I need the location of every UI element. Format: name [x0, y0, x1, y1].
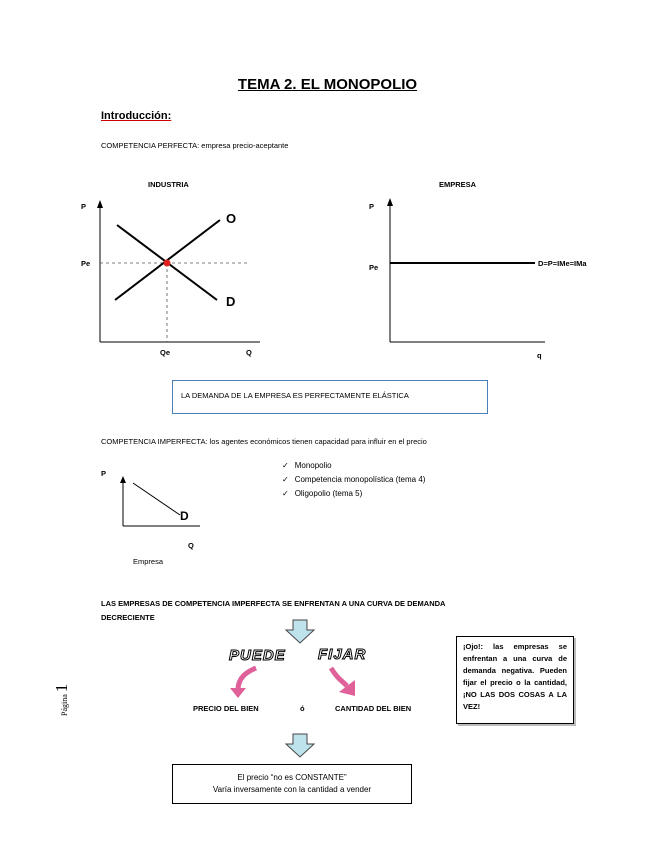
wordart-fijar: FIJAR	[318, 646, 367, 663]
list-item: ✓ Competencia monopolística (tema 4)	[282, 473, 425, 487]
page-number	[52, 676, 76, 716]
list-item: ✓ Monopolio	[282, 459, 425, 473]
option-price: PRECIO DEL BIEN	[193, 704, 259, 713]
intro-heading: Introducción:	[101, 110, 172, 122]
page-number-value: 1	[52, 683, 71, 693]
empresa-graph	[380, 190, 550, 360]
down-arrow-icon	[285, 619, 315, 645]
down-arrow-icon	[285, 733, 315, 759]
empresa-pe-label: Pe	[369, 263, 379, 272]
y-axis-arrow	[120, 476, 126, 483]
imperfect-competition-label: COMPETENCIA IMPERFECTA: los agentes económicos tienen capacidad para influir en el precio	[101, 437, 427, 446]
decreasing-demand-curve	[133, 483, 180, 515]
option-quantity: CANTIDAD DEL BIEN	[335, 704, 412, 713]
equilibrium-point	[164, 260, 171, 267]
empresa-title: EMPRESA	[439, 180, 477, 189]
page-label: Página	[60, 694, 69, 716]
demand-label: D	[226, 294, 236, 309]
supply-label: O	[226, 211, 237, 226]
wordart-puede: PUEDE	[229, 647, 286, 664]
imperfect-graph-caption: Empresa	[133, 557, 164, 566]
imperfect-types-list	[282, 459, 425, 501]
imperfect-demand-label: D	[180, 509, 189, 523]
industria-qe-label: Qe	[160, 348, 171, 357]
curved-arrow-right-icon	[325, 664, 361, 700]
industria-x-label: Q	[246, 348, 252, 357]
option-or: ó	[300, 704, 305, 713]
industria-title: INDUSTRIA	[148, 180, 189, 189]
industria-pe-label: Pe	[81, 259, 91, 268]
warning-note-box: ¡Ojo!: las empresas se enfrentan a una curva de demanda negativa. Pueden fijar el precio o la cantidad, ¡NO LAS DOS COSAS A LA VEZ!	[456, 636, 574, 724]
empresa-x-label: q	[537, 351, 542, 360]
statement-line-2: DECRECIENTE	[101, 613, 155, 622]
list-item: ✓ Oligopolio (tema 5)	[282, 487, 425, 501]
elastic-demand-box: LA DEMANDA DE LA EMPRESA ES PERFECTAMENTE ELÁSTICA	[172, 380, 488, 414]
price-conclusion-box	[172, 764, 412, 804]
empresa-y-label: P	[369, 202, 375, 211]
imperfect-graph	[100, 468, 210, 543]
perfect-competition-label: COMPETENCIA PERFECTA: empresa precio-aceptante	[101, 141, 289, 150]
y-axis-arrow	[387, 198, 393, 206]
conclusion-line-1: El precio “no es CONSTANTE”	[237, 773, 347, 782]
empresa-curve-label: D=P=IMe=IMa	[538, 259, 587, 268]
page-title: TEMA 2. EL MONOPOLIO	[237, 76, 418, 93]
conclusion-line-2: Varía inversamente con la cantidad a vender	[212, 785, 372, 794]
industria-graph	[70, 190, 290, 370]
statement-line-1: LAS EMPRESAS DE COMPETENCIA IMPERFECTA SE ENFRENTAN A UNA CURVA DE DEMANDA	[101, 599, 446, 608]
imperfect-y-label: P	[101, 469, 107, 478]
decreasing-demand-statement	[101, 597, 445, 625]
curved-arrow-left-icon	[226, 664, 266, 700]
imperfect-x-label: Q	[188, 541, 194, 550]
y-axis-arrow	[97, 200, 103, 208]
industria-y-label: P	[81, 202, 87, 211]
